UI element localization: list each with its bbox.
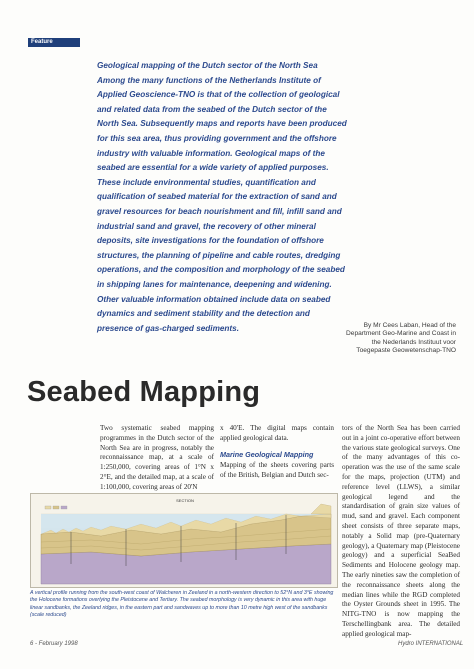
feature-tag: Feature (28, 38, 80, 47)
body-text-col2-body: Mapping of the sheets covering parts of the British, Belgian and Dutch sec- (220, 461, 334, 480)
intro-paragraph: Geological mapping of the Dutch sector of the North Sea Among the many functions of the Netherlands Institute of Applied Geoscience-TNO is that of the collection of geological and related data from the seabed of the Dutch sector of the North Sea. Subsequently maps and reports have been produced for this sea area, thus providing government and the offshore industry with valuable information. Geological maps of the seabed are essential for a wide variety of applied purposes. These include environmental studies, quantification and qualification of seabed material for the extraction of sand and gravel resources for beach nourishment and fill, infill sand and industrial sand and gravel, the recovery of other mineral deposits, site investigations for the foundation of offshore structures, the planning of pipeline and cable routes, dredging operations, and the composition and morphology of the seabed in shipping lanes for maintenance, deepening and widening. Other valuable information obtained include data on seabed dynamics and sediment stability and the detection and presence of gas-charged sediments. (97, 61, 347, 333)
section-subheading: Marine Geological Mapping (220, 449, 314, 459)
body-column-1 (100, 424, 214, 493)
body-text-col2-top: x 40'E. The digital maps contain applied geological data. (220, 424, 334, 442)
figure-title: SECTION (176, 498, 194, 503)
profile-legend (45, 506, 67, 509)
page-footer-date: 6 - February 1998 (30, 641, 78, 647)
body-text-col1: Two systematic seabed mapping programmes in the Dutch sector of the North Sea are in progress, notably the reconnaissance map, at a scale of 1:250,000, covering areas of 1°N x 2°E, and the detailed map, at a scale of 1:100,000, covering areas of 20'N (100, 424, 214, 491)
body-text-col3: tors of the North Sea has been carried out in a joint co-operative effort between the various state geological surveys. One of the many advantages of this co-operation was the use of the same scale for the maps, projection (UTM) and reference level (LLWS), a similar geological legend and the standardisation of grain size values of mud, sand and gravel. Each component sheet consists of three separate maps, notably a Solid map (pre-Quaternary geology), a Quaternary map (Pleistocene geology) and a superficial SeaBed Sediments and Holocene geology map. The early nineties saw the completion of the reconnaissance sheets along the median lines while the RGD completed the Oyster Grounds sheet in 1995. The NITG-TNO is now mapping the Terschellingbank area. The detailed applied geological map- (342, 424, 460, 638)
article-headline: Seabed Mapping (27, 376, 261, 408)
profile-diagram (31, 494, 338, 588)
body-column-3 (342, 424, 460, 640)
page-footer-publication: Hydro INTERNATIONAL (398, 641, 464, 647)
geological-profile-figure (30, 493, 338, 588)
body-column-2 (220, 424, 334, 481)
author-byline: By Mr Cees Laban, Head of the Department Geo-Marine and Coast in the Nederlands Instituut voor Toegepaste Geowetenschap-TNO (346, 322, 456, 355)
figure-caption: A vertical profile running from the south-west coast of Walcheren in Zeeland in a north-western direction to 52°N and 3°E showing the Holocene formations overlying the Pleistocene and Tertiary. The seabed morphology is very dynamic in this area with huge linear sandbanks, the Zeeland ridges, in the eastern part and sandwaves up to more than 10 metre high west of the sandbanks (scale reduced) (30, 590, 334, 619)
